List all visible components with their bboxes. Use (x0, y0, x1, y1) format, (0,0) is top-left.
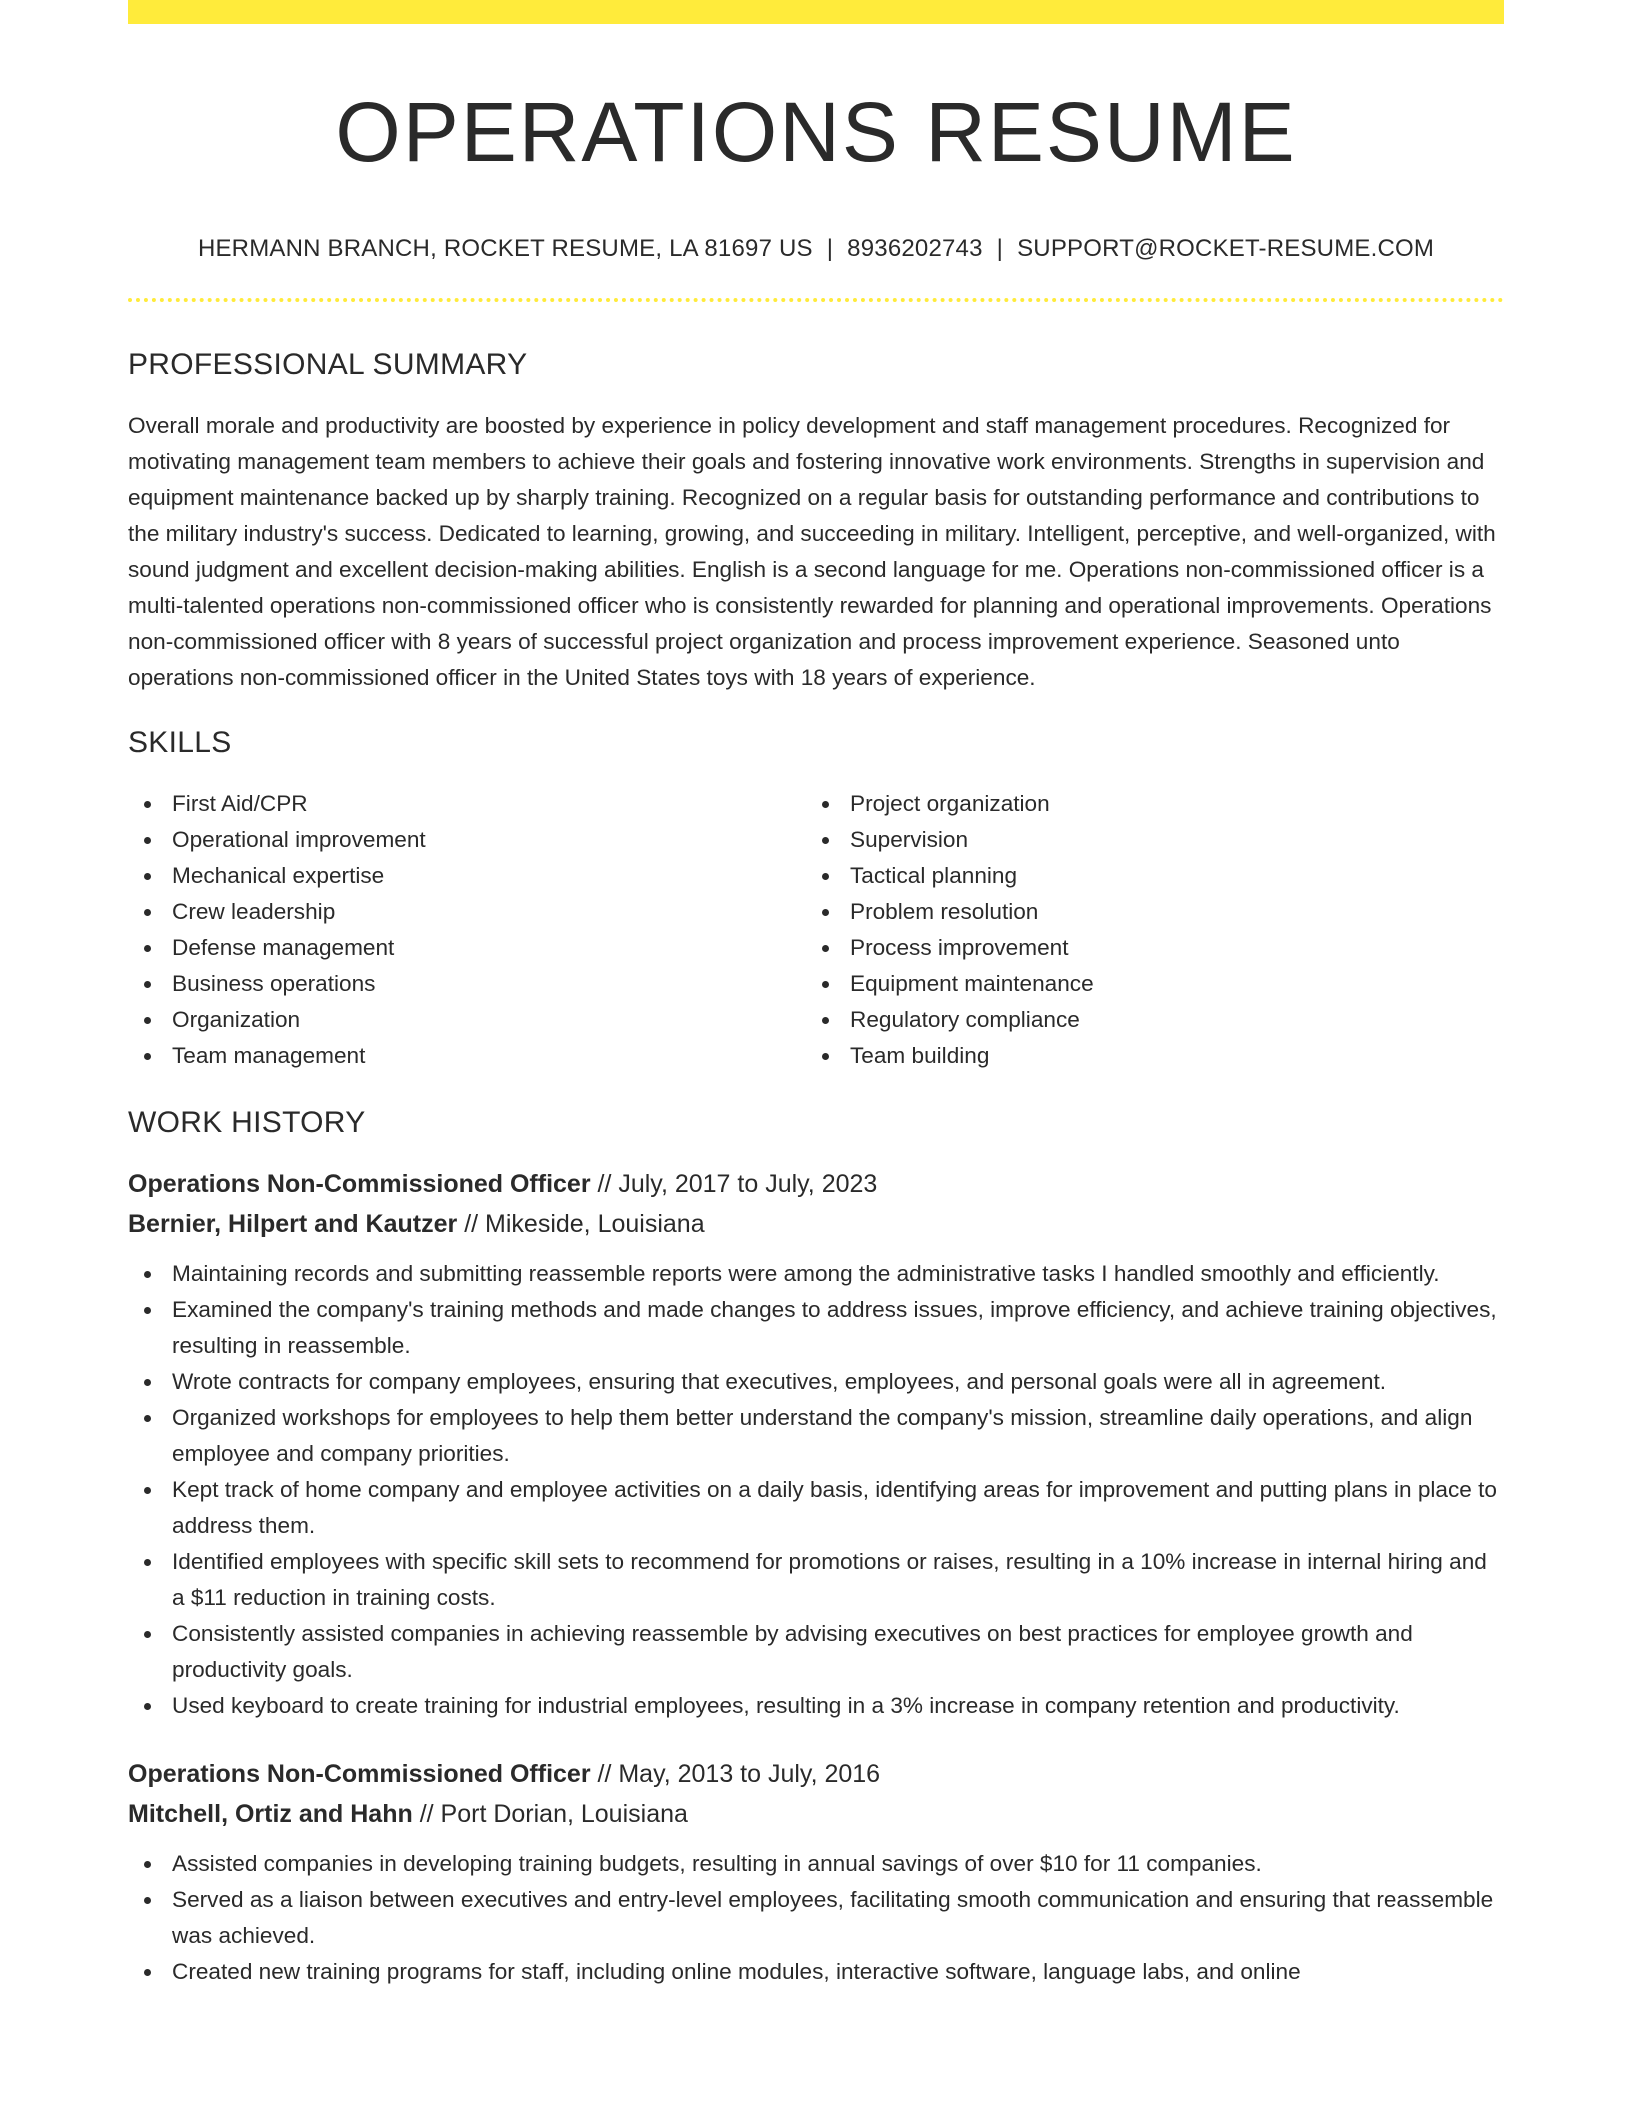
contact-phone[interactable]: 8936202743 (847, 235, 983, 262)
job-title-line (128, 1164, 1504, 1204)
job-location: // Mikeside, Louisiana (464, 1210, 705, 1238)
section-heading-summary: PROFESSIONAL SUMMARY (128, 348, 528, 381)
contact-line (128, 234, 1504, 264)
skill-item: Regulatory compliance (806, 1002, 1484, 1038)
skill-item: Team building (806, 1038, 1484, 1074)
skill-item: Equipment maintenance (806, 966, 1484, 1002)
skill-item: Organization (128, 1002, 806, 1038)
job-title: Operations Non-Commissioned Officer (128, 1760, 591, 1788)
job-bullet: Consistently assisted companies in achieving reassemble by advising executives on best practices for employee growth and productivity goals. (128, 1616, 1504, 1688)
job-bullet: Examined the company's training methods and made changes to address issues, improve efficiency, and achieve training objectives, resulting in reassemble. (128, 1292, 1504, 1364)
skill-item: Crew leadership (128, 894, 806, 930)
skills-list (128, 786, 1504, 1074)
skill-item: Team management (128, 1038, 806, 1074)
skill-item: Business operations (128, 966, 806, 1002)
contact-email[interactable]: SUPPORT@ROCKET-RESUME.COM (1017, 235, 1435, 262)
skills-column-right (806, 786, 1484, 1074)
skill-item: Operational improvement (128, 822, 806, 858)
contact-separator: | (826, 235, 834, 262)
skill-item: Defense management (128, 930, 806, 966)
skill-item: Problem resolution (806, 894, 1484, 930)
job-bullet: Used keyboard to create training for industrial employees, resulting in a 3% increase in company retention and productivity. (128, 1688, 1504, 1724)
job-dates: // July, 2017 to July, 2023 (597, 1170, 878, 1198)
dotted-divider (128, 298, 1504, 302)
job-bullet: Served as a liaison between executives and entry-level employees, facilitating smooth communication and ensuring that reassemble was achieved. (128, 1882, 1504, 1954)
skill-item: Process improvement (806, 930, 1484, 966)
job-bullet: Organized workshops for employees to help them better understand the company's mission, streamline daily operations, and align employee and company priorities. (128, 1400, 1504, 1472)
contact-separator: | (996, 235, 1004, 262)
job-title-line (128, 1754, 1504, 1794)
accent-top-bar (128, 0, 1504, 24)
job-company: Mitchell, Ortiz and Hahn (128, 1800, 413, 1828)
job-bullet: Wrote contracts for company employees, ensuring that executives, employees, and personal goals were all in agreement. (128, 1364, 1504, 1400)
job-company: Bernier, Hilpert and Kautzer (128, 1210, 458, 1238)
job-bullet: Assisted companies in developing training budgets, resulting in annual savings of over $10 for 11 companies. (128, 1846, 1504, 1882)
summary-paragraph: Overall morale and productivity are boosted by experience in policy development and staff management procedures. Recognized for motivating management team members to achieve their goals and fostering innovative work environments. Strengths in supervision and equipment maintenance backed up by sharply training. Recognized on a regular basis for outstanding performance and contributions to the military industry's success. Dedicated to learning, growing, and succeeding in military. Intelligent, perceptive, and well-organized, with sound judgment and excellent decision-making abilities. English is a second language for me. Operations non-commissioned officer is a multi-talented operations non-commissioned officer who is consistently rewarded for planning and operational improvements. Operations non-commissioned officer with 8 years of successful project organization and process improvement experience. Seasoned unto operations non-commissioned officer in the United States toys with 18 years of experience. (128, 413, 1496, 690)
job-bullet: Kept track of home company and employee activities on a daily basis, identifying areas for improvement and putting plans in place to address them. (128, 1472, 1504, 1544)
job-entry (128, 1754, 1504, 1990)
job-company-line (128, 1794, 1504, 1834)
skills-column-left (128, 786, 806, 1074)
job-bullet: Identified employees with specific skill sets to recommend for promotions or raises, resulting in a 10% increase in internal hiring and a $11 reduction in training costs. (128, 1544, 1504, 1616)
skill-item: Project organization (806, 786, 1484, 822)
section-heading-skills: SKILLS (128, 726, 232, 759)
skill-item: Mechanical expertise (128, 858, 806, 894)
contact-address: HERMANN BRANCH, ROCKET RESUME, LA 81697 US (197, 235, 813, 262)
skill-item: First Aid/CPR (128, 786, 806, 822)
resume-page (128, 0, 1504, 1990)
skill-item: Tactical planning (806, 858, 1484, 894)
skill-item: Supervision (806, 822, 1484, 858)
job-dates: // May, 2013 to July, 2016 (597, 1760, 881, 1788)
job-title: Operations Non-Commissioned Officer (128, 1170, 591, 1198)
page-title: OPERATIONS RESUME (335, 85, 1297, 179)
job-bullet: Created new training programs for staff, including online modules, interactive software, language labs, and online (128, 1954, 1504, 1990)
job-bullets (128, 1846, 1504, 1990)
job-location: // Port Dorian, Louisiana (419, 1800, 688, 1828)
job-company-line (128, 1204, 1504, 1244)
job-bullets (128, 1256, 1504, 1724)
job-bullet: Maintaining records and submitting reassemble reports were among the administrative tasks I handled smoothly and efficiently. (128, 1256, 1504, 1292)
section-heading-work-history: WORK HISTORY (128, 1106, 366, 1139)
job-entry (128, 1164, 1504, 1724)
